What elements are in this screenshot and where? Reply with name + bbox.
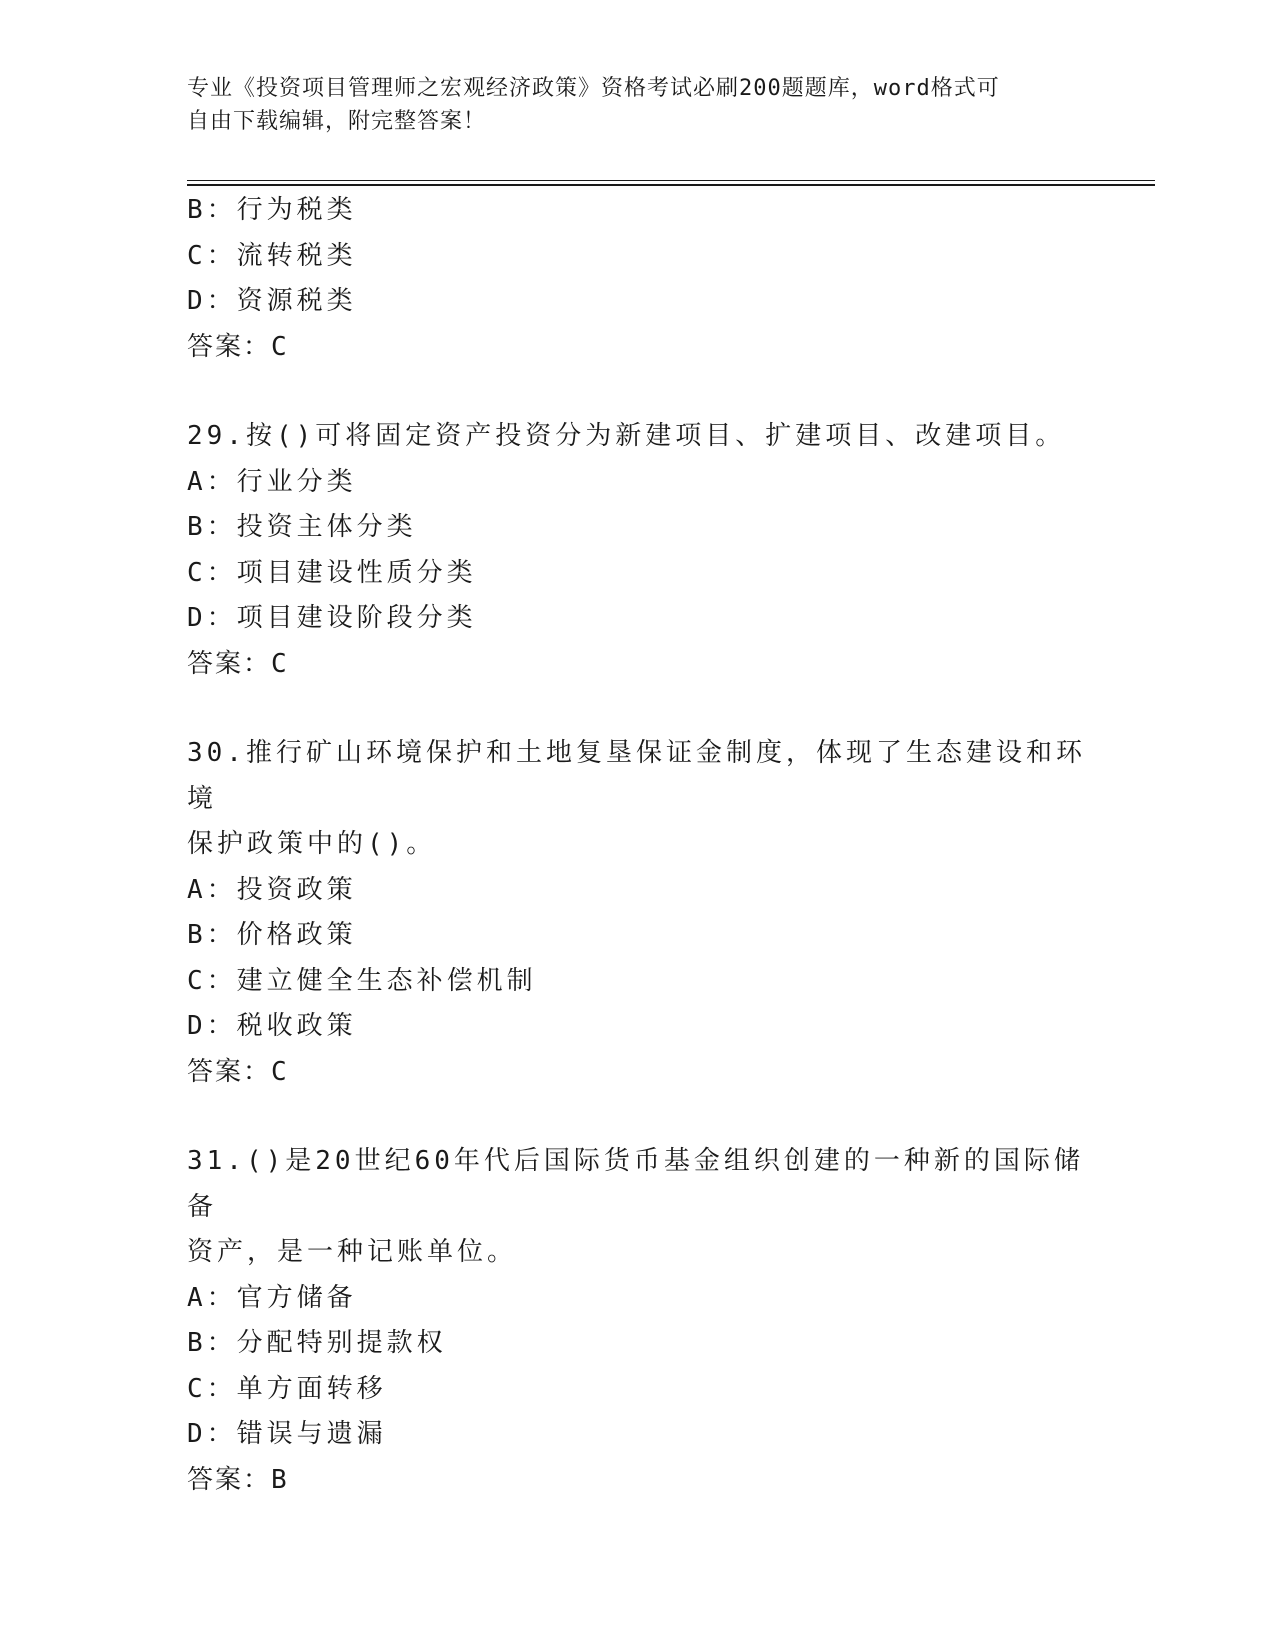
question-31 (187, 1139, 1087, 1503)
answer-line: 答案：C (187, 1056, 289, 1087)
question-stem-line-1: 30.推行矿山环境保护和土地复垦保证金制度，体现了生态建设和环境 (187, 738, 1086, 814)
option-d: D：错误与遗漏 (187, 1419, 387, 1449)
answer-line: 答案：C (187, 331, 289, 362)
spacer (187, 687, 1087, 731)
option-b: B：投资主体分类 (187, 512, 417, 542)
header-divider-bottom (187, 184, 1155, 186)
question-stem-line-2: 保护政策中的()。 (187, 829, 437, 859)
question-list (187, 188, 1087, 1503)
question-28-continued (187, 188, 1087, 370)
option-a: A：投资政策 (187, 874, 357, 905)
question-stem: 29.按()可将固定资产投资分为新建项目、扩建项目、改建项目。 (187, 421, 1066, 451)
option-b: B：价格政策 (187, 920, 357, 950)
spacer (187, 1095, 1087, 1139)
document-header (187, 72, 1067, 138)
header-line-1: 专业《投资项目管理师之宏观经济政策》资格考试必刷200题题库，word格式可 (187, 76, 1000, 101)
option-d: D：税收政策 (187, 1011, 357, 1041)
option-c: C：单方面转移 (187, 1373, 387, 1404)
question-30 (187, 731, 1087, 1095)
header-line-2: 自由下载编辑，附完整答案！ (187, 109, 487, 134)
question-29 (187, 414, 1087, 687)
option-a: A：官方储备 (187, 1282, 357, 1313)
question-stem-line-2: 资产，是一种记账单位。 (187, 1237, 518, 1267)
option-c: C：项目建设性质分类 (187, 557, 477, 588)
spacer (187, 370, 1087, 414)
option-d: D：资源税类 (187, 286, 357, 316)
answer-line: 答案：B (187, 1464, 289, 1495)
option-c: C：流转税类 (187, 240, 357, 271)
header-divider-top (187, 180, 1155, 181)
option-c: C：建立健全生态补偿机制 (187, 965, 537, 996)
question-stem-line-1: 31.()是20世纪60年代后国际货币基金组织创建的一种新的国际储备 (187, 1146, 1084, 1222)
option-a: A：行业分类 (187, 466, 357, 497)
option-b: B：分配特别提款权 (187, 1328, 447, 1358)
option-d: D：项目建设阶段分类 (187, 603, 477, 633)
option-b: B：行为税类 (187, 195, 357, 225)
answer-line: 答案：C (187, 648, 289, 679)
